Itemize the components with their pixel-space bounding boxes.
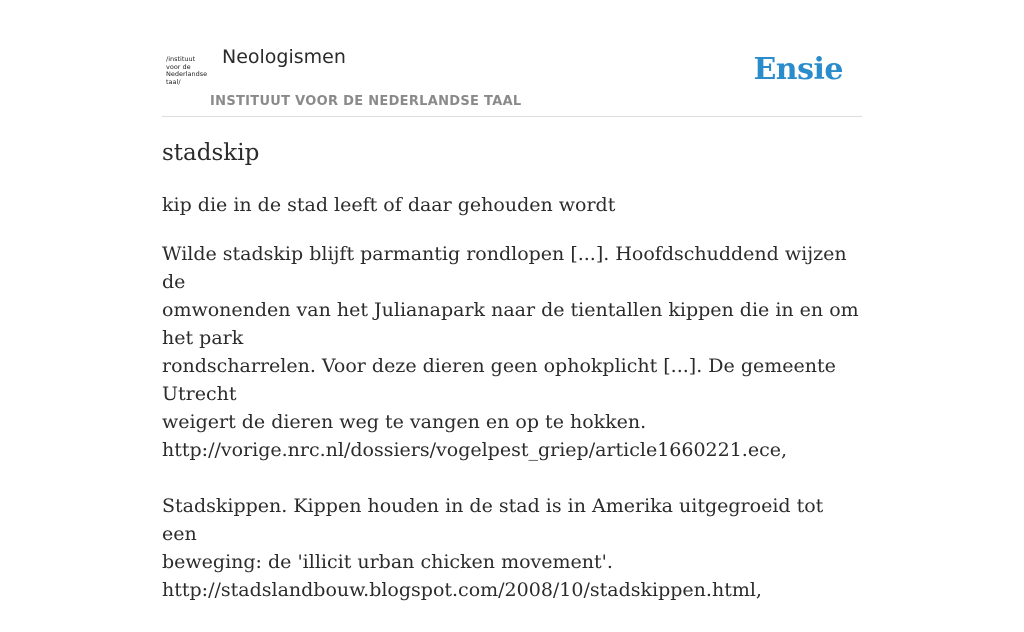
- logo-line: taal/: [166, 77, 181, 86]
- quote-block: [162, 492, 862, 604]
- entry-definition: kip die in de stad leeft of daar gehouden wordt: [162, 194, 616, 216]
- quote-source: http://stadslandbouw.blogspot.com/2008/10/stadskippen.html,: [162, 579, 762, 601]
- logo-line: /instituut: [166, 55, 196, 63]
- ivdnt-logo[interactable]: [166, 56, 208, 90]
- quote-block: [162, 240, 862, 464]
- quote-line: rondscharrelen. Voor deze dieren geen ophokplicht [...]. De gemeente Utrecht: [162, 355, 836, 405]
- quote-line: Stadskippen. Kippen houden in de stad is in Amerika uitgegroeid tot een: [162, 495, 824, 545]
- quote-source: http://vorige.nrc.nl/dossiers/vogelpest_griep/article1660221.ece,: [162, 439, 788, 461]
- entry-term: stadskip: [162, 140, 260, 166]
- ensie-logo[interactable]: Ensie: [753, 52, 843, 87]
- quote-line: beweging: de 'illicit urban chicken movement'.: [162, 551, 613, 573]
- logo-line: voor de: [166, 62, 191, 71]
- logo-line: Nederlandse: [166, 70, 208, 78]
- quote-line: weigert de dieren weg te vangen en op te hokken.: [162, 411, 647, 433]
- quote-line: Wilde stadskip blijft parmantig rondlopen [...]. Hoofdschuddend wijzen de: [162, 243, 847, 293]
- org-name: INSTITUUT VOOR DE NEDERLANDSE TAAL: [210, 94, 522, 109]
- quote-line: omwonenden van het Julianapark naar de tientallen kippen die in en om het park: [162, 299, 859, 349]
- site-name[interactable]: Neologismen: [222, 46, 346, 68]
- header: [162, 0, 862, 117]
- entry-quotes: [162, 240, 862, 632]
